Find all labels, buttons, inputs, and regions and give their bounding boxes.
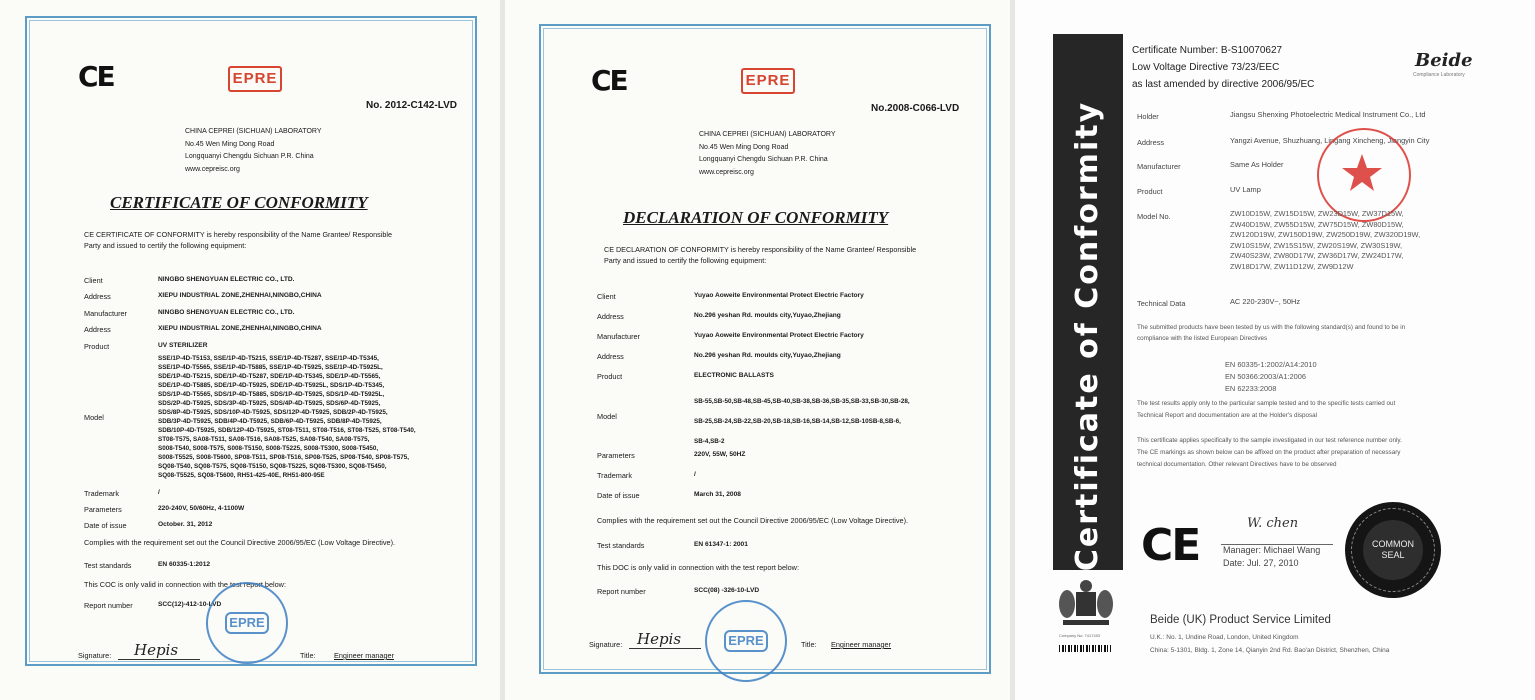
report-number-label: Report number (84, 601, 133, 610)
beide-logo: Beide (1415, 50, 1473, 71)
crest-caption: Company No: 7417493 (1059, 633, 1101, 638)
client-label: Client (84, 276, 103, 285)
test-standards-label: Test standards (597, 541, 645, 550)
model-line: S008-T540, S008-T575, S008-T5150, S008-T5225, S008-T5300, S008-T5450, (158, 445, 379, 452)
address2-label: Address (84, 325, 111, 334)
technical-data-value: AC 220-230V~, 50Hz (1230, 297, 1301, 306)
complies-text: Complies with the requirement set out the Council Directive 2006/95/EC (Low Voltage Directive). (84, 538, 396, 547)
model-label: Model No. (1137, 212, 1171, 221)
manufacturer-value: Yuyao Aoweite Environmental Protect Electric Factory (694, 332, 864, 339)
model-line: SDS/8P-4D-T5925, SDS/10P-4D-T5925, SDS/12P-4D-T5925, SDB/2P-4D-T5925, (158, 409, 388, 416)
issue-date: Date: Jul. 27, 2010 (1223, 558, 1299, 568)
standards-list (1225, 359, 1317, 395)
directive-line: Low Voltage Directive 73/23/EEC (1132, 62, 1280, 73)
ce-mark-icon: CE (78, 60, 114, 93)
model-line: ZW120D19W, ZW150D19W, ZW250D19W, ZW320D19W, (1230, 230, 1421, 239)
parameters-label: Parameters (597, 451, 635, 460)
certificate-number: Certificate Number: B-S10070627 (1132, 45, 1283, 56)
document-border (539, 24, 991, 674)
epre-logo: EPRE (741, 68, 795, 94)
title-band (1053, 34, 1123, 570)
trademark-value: / (158, 489, 160, 496)
applies-statement: This certificate applies specifically to the sample investigated in our test reference number only. The CE markings as shown below can be affixed on the product after preparation of necessary technical documentation. Other relevant Directives have to be observed (1137, 437, 1402, 468)
model-line: ZW40S23W, ZW80D17W, ZW36D17W, ZW24D17W, (1230, 251, 1404, 260)
trademark-value: / (694, 471, 696, 478)
address2-label: Address (597, 352, 624, 361)
report-number-value: SCC(08) -326-10-LVD (694, 587, 760, 594)
address-value: No.296 yeshan Rd. moulds city,Yuyao,Zhejiang (694, 312, 841, 319)
model-line: SDB/3P-4D-T5925, SDB/4P-4D-T5925, SDB/6P-4D-T5925, SDB/8P-4D-T5925, (158, 418, 382, 425)
date-value: March 31, 2008 (694, 491, 741, 498)
date-value: October. 31, 2012 (158, 521, 213, 528)
signature-label: Signature: (589, 640, 623, 649)
model-line: SQ08-T540, SQ08-T575, SQ08-T5150, SQ08-T5225, SQ08-T5300, SQ08-T5450, (158, 463, 387, 470)
ce-mark-icon: CE (1141, 520, 1200, 571)
validity-text: This COC is only valid in connection with the test report below: (84, 580, 286, 589)
common-seal: COMMON SEAL (1345, 502, 1441, 598)
band-title: Certificate of Conformity (1070, 100, 1105, 572)
model-line: SSE/1P-4D-T5565, SSE/1P-4D-T5885, SSE/1P-4D-T5925, SSE/1P-4D-T5925L, (158, 364, 383, 371)
uk-address: U.K.: No. 1, Undine Road, London, United Kingdom (1150, 634, 1299, 641)
model-label: Model (597, 412, 617, 421)
signature-line (629, 648, 701, 649)
parameters-value: 220V, 55W, 50HZ (694, 451, 746, 458)
parameters-value: 220-240V, 50/60Hz, 4-1100W (158, 505, 245, 512)
beide-logo-subtitle: Compliance Laboratory (1413, 72, 1465, 78)
model-line: S008-T5525, S008-T5600, SP08-T511, SP08-T516, SP08-T525, SP08-T540, SP08-T575, (158, 454, 409, 461)
holder-value: Jiangsu Shenxing Photoelectric Medical Instrument Co., Ltd (1230, 110, 1426, 119)
parameters-label: Parameters (84, 505, 122, 514)
test-standards-value: EN 61347-1: 2001 (694, 541, 748, 548)
model-line: SQ08-T5525, SQ08-T5600, RH51-425-40E, RH51-800-95E (158, 472, 325, 479)
title-value: Engineer manager (334, 651, 395, 660)
model-line: ZW10D15W, ZW15D15W, ZW23D15W, ZW37D15W, (1230, 209, 1404, 218)
signature-label: Signature: (78, 651, 112, 660)
signature: Hepis (637, 630, 682, 648)
manager-name: Manager: Michael Wang (1223, 545, 1321, 555)
model-line: SDB/10P-4D-T5925, SDB/12P-4D-T5925, ST08-T511, ST08-T516, ST08-T525, ST08-T540, (158, 427, 416, 434)
star-icon (1319, 130, 1405, 216)
model-line: ST08-T575, SA08-T511, SA08-T516, SA08-T525, SA08-T540, SA08-T575, (158, 436, 370, 443)
validity-text: This DOC is only valid in connection with the test report below: (597, 563, 799, 572)
signature: W. chen (1247, 516, 1299, 531)
epre-logo: EPRE (228, 66, 282, 92)
model-line: SB-55,SB-50,SB-48,SB-45,SB-40,SB-38,SB-36,SB-35,SB-33,SB-30,SB-28, (694, 398, 910, 405)
company-red-stamp (1317, 128, 1411, 222)
beide-certificate-document (1015, 0, 1535, 700)
intro-text: CE CERTIFICATE OF CONFORMITY is hereby responsibility of the Name Grantee/ Responsible Party and issued to certify the following equipment: (84, 230, 392, 250)
results-statement: The test results apply only to the particular sample tested and to the specific tests carried out Technical Report and documentation are at the Holder's disposal (1137, 400, 1396, 419)
model-line: ZW10S15W, ZW15S15W, ZW20S19W, ZW30S19W, (1230, 240, 1403, 250)
china-address: China: 5-1301, Bldg. 1, Zone 14, Qianyin 2nd Rd. Bao'an District, Shenzhen, China (1150, 647, 1390, 654)
address-label: Address (84, 292, 111, 301)
report-number-label: Report number (597, 587, 646, 596)
directive-amended-line: as last amended by directive 2006/95/EC (1132, 79, 1315, 90)
product-value: UV STERILIZER (158, 342, 208, 349)
manufacturer-label: Manufacturer (1137, 162, 1181, 171)
title-label: Title: (300, 651, 316, 660)
standard-item: EN 50366:2003/A1:2006 (1225, 372, 1306, 381)
barcode-icon (1059, 645, 1111, 652)
test-standards-value: EN 60335-1:2012 (158, 561, 211, 568)
title-label: Title: (801, 640, 817, 649)
technical-data-label: Technical Data (1137, 299, 1186, 308)
address-value: Yangzi Avenue, Shuzhuang, Lingang Xincheng, Jiangyin City (1230, 136, 1430, 145)
lab-address: CHINA CEPREI (SICHUAN) LABORATORY No.45 Wen Ming Dong Road Longquanyi Chengdu Sichuan P.R. China www.cepreisc.org (185, 128, 322, 173)
client-value: Yuyao Aoweite Environmental Protect Electric Factory (694, 292, 864, 299)
lab-address: CHINA CEPREI (SICHUAN) LABORATORY No.45 Wen Ming Dong Road Longquanyi Chengdu Sichuan P.R. China www.cepreisc.org (699, 131, 836, 176)
product-value: ELECTRONIC BALLASTS (694, 372, 774, 379)
trademark-label: Trademark (84, 489, 120, 498)
trademark-label: Trademark (597, 471, 633, 480)
manufacturer-value: Same As Holder (1230, 160, 1284, 169)
model-line: SDS/1P-4D-T5565, SDS/1P-4D-T5885, SDS/1P-4D-T5925, SDS/1P-4D-T5925L, (158, 391, 385, 398)
model-list (158, 354, 416, 480)
standard-item: EN 60335-1:2002/A14:2010 (1225, 360, 1317, 369)
certificate-of-conformity-document (0, 0, 500, 700)
certificate-number: No. 2012-C142-LVD (366, 100, 457, 111)
product-label: Product (84, 342, 110, 351)
report-number-value: SCC(12)-412-10-LVD (158, 601, 222, 608)
model-line: ZW18D17W, ZW11D12W, ZW9D12W (1230, 261, 1354, 271)
complies-text: Complies with the requirement set out the Council Directive 2006/95/EC (Low Voltage Directive). (597, 516, 909, 525)
client-label: Client (597, 292, 616, 301)
address-label: Address (1137, 138, 1165, 147)
model-list (694, 392, 910, 452)
product-label: Product (1137, 187, 1163, 196)
test-standards-label: Test standards (84, 561, 132, 570)
royal-crest-icon (1057, 578, 1115, 630)
manufacturer-label: Manufacturer (84, 309, 127, 318)
address2-value: XIEPU INDUSTRIAL ZONE,ZHENHAI,NINGBO,CHINA (158, 325, 322, 332)
model-line: SDE/1P-4D-T5215, SDE/1P-4D-T5287, SDE/1P-4D-T5345, SDE/1P-4D-T5565, (158, 373, 381, 380)
title-value: Engineer manager (831, 640, 892, 649)
holder-label: Holder (1137, 112, 1159, 121)
ceprei-stamp: EPRE (705, 600, 787, 682)
date-label: Date of issue (597, 491, 640, 500)
ceprei-stamp: EPRE (206, 582, 288, 664)
model-line: SB-25,SB-24,SB-22,SB-20,SB-18,SB-16,SB-14,SB-12,SB-10SB-8,SB-6, (694, 418, 901, 425)
standard-item: EN 62233:2008 (1225, 384, 1277, 393)
product-value: UV Lamp (1230, 185, 1261, 194)
client-value: NINGBO SHENGYUAN ELECTRIC CO., LTD. (158, 276, 295, 283)
ce-mark-icon: CE (591, 64, 627, 97)
date-label: Date of issue (84, 521, 127, 530)
product-label: Product (597, 372, 623, 381)
model-line: SDS/2P-4D-T5925, SDS/3P-4D-T5925, SDS/4P-4D-T5925, SDS/6P-4D-T5925, (158, 400, 381, 407)
declaration-of-conformity-document (505, 0, 1010, 700)
model-line: SSE/1P-4D-T5153, SSE/1P-4D-T5215, SSE/1P-4D-T5287, SSE/1P-4D-T5345, (158, 355, 379, 362)
address-label: Address (597, 312, 624, 321)
document-title: CERTIFICATE OF CONFORMITY (110, 193, 368, 212)
manufacturer-label: Manufacturer (597, 332, 640, 341)
manufacturer-value: NINGBO SHENGYUAN ELECTRIC CO., LTD. (158, 309, 295, 316)
document-title: DECLARATION OF CONFORMITY (623, 208, 889, 227)
certificate-number: No.2008-C066-LVD (871, 103, 960, 114)
intro-text: CE DECLARATION OF CONFORMITY is hereby responsibility of the Name Grantee/ Responsible Party and issued to certify the following equipment: (604, 245, 917, 265)
address-value: XIEPU INDUSTRIAL ZONE,ZHENHAI,NINGBO,CHINA (158, 292, 322, 299)
model-line: SB-4,SB-2 (694, 438, 725, 445)
tested-statement: The submitted products have been tested by us with the following standard(s) and found to be in compliance with the listed European Directives (1137, 324, 1406, 342)
model-line: SDE/1P-4D-T5885, SDE/1P-4D-T5925, SDE/1P-4D-T5925L, SDS/1P-4D-T5345, (158, 382, 385, 389)
company-name: Beide (UK) Product Service Limited (1150, 614, 1331, 626)
signature: Hepis (134, 641, 179, 659)
address2-value: No.296 yeshan Rd. moulds city,Yuyao,Zhejiang (694, 352, 841, 359)
model-list (1230, 209, 1420, 272)
model-line: ZW40D15W, ZW55D15W, ZW75D15W, ZW80D15W, (1230, 219, 1404, 229)
model-label: Model (84, 413, 104, 422)
signature-line (118, 659, 200, 660)
